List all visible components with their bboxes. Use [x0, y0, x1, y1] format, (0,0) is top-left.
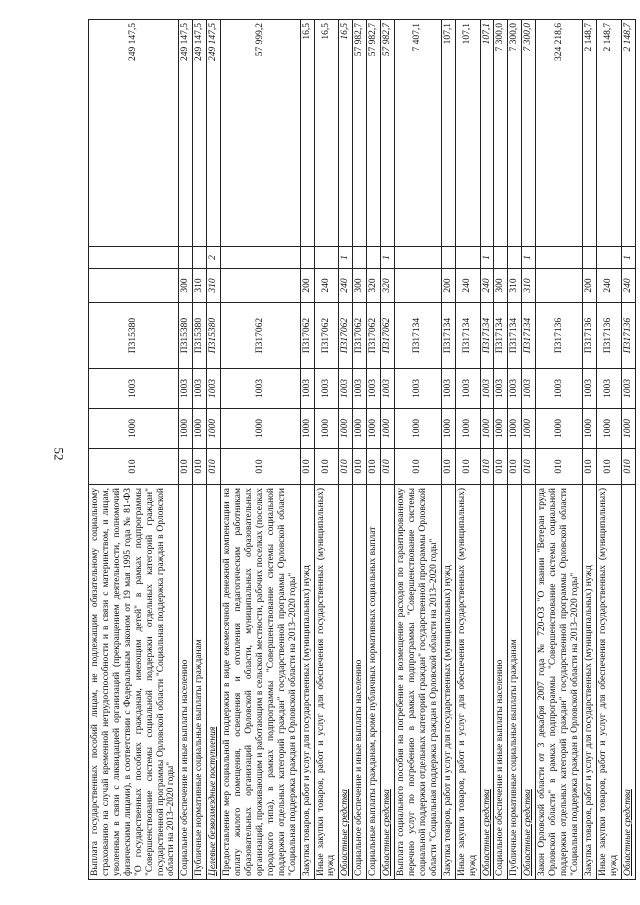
row-target-article: П317136: [621, 303, 635, 369]
row-expense-type: 200: [441, 269, 455, 303]
table-row: [314, 20, 339, 880]
row-target-article: П317136: [582, 303, 596, 369]
row-fund-source: [300, 247, 314, 269]
row-section: 1000: [395, 409, 442, 449]
row-code: 010: [339, 449, 353, 485]
row-expense-type: [89, 269, 179, 303]
row-code: 010: [522, 449, 536, 485]
row-expense-type: 240: [339, 269, 353, 303]
row-name: Социальное обеспечение и иные выплаты населению: [353, 485, 367, 880]
row-code: 010: [193, 449, 207, 485]
row-code: 010: [621, 449, 635, 485]
row-target-article: П315380: [179, 303, 193, 369]
table-row: [300, 20, 314, 880]
row-target-article: П317062: [221, 303, 300, 369]
row-amount: 16,5: [314, 20, 339, 247]
row-subsection: 1003: [621, 369, 635, 409]
row-expense-type: 200: [582, 269, 596, 303]
row-name: Публичные нормативные социальные выплаты гражданам: [193, 485, 207, 880]
row-subsection: 1003: [455, 369, 480, 409]
row-subsection: 1003: [494, 369, 508, 409]
row-target-article: П317134: [441, 303, 455, 369]
table-row: [89, 20, 179, 880]
table-body: [89, 20, 636, 880]
table-row: [367, 20, 381, 880]
row-section: 1000: [89, 409, 179, 449]
row-expense-type: 200: [300, 269, 314, 303]
row-code: 010: [480, 449, 494, 485]
row-amount: 57 982,7: [381, 20, 395, 247]
row-expense-type: 240: [455, 269, 480, 303]
row-amount: 16,5: [300, 20, 314, 247]
row-target-article: П317134: [494, 303, 508, 369]
row-expense-type: 240: [596, 269, 621, 303]
row-amount: 107,1: [441, 20, 455, 247]
row-code: 010: [441, 449, 455, 485]
table-row: [480, 20, 494, 880]
row-name: Областные средства: [381, 485, 395, 880]
table-row: [221, 20, 300, 880]
row-name: Областные средства: [339, 485, 353, 880]
row-fund-source: 1: [339, 247, 353, 269]
row-code: 010: [179, 449, 193, 485]
row-expense-type: 310: [207, 269, 221, 303]
row-amount: 324 218,6: [536, 20, 583, 247]
row-name: Социальное обеспечение и иные выплаты населению: [179, 485, 193, 880]
row-subsection: 1003: [221, 369, 300, 409]
row-section: 1000: [353, 409, 367, 449]
row-section: 1000: [339, 409, 353, 449]
row-section: 1000: [522, 409, 536, 449]
row-code: 010: [367, 449, 381, 485]
row-amount: 249 147,5: [207, 20, 221, 247]
row-target-article: П317062: [339, 303, 353, 369]
row-subsection: 1003: [596, 369, 621, 409]
row-fund-source: [179, 247, 193, 269]
row-subsection: 1003: [480, 369, 494, 409]
row-subsection: 1003: [395, 369, 442, 409]
row-code: 010: [381, 449, 395, 485]
row-target-article: П317134: [395, 303, 442, 369]
row-fund-source: [221, 247, 300, 269]
row-section: 1000: [508, 409, 522, 449]
row-expense-type: [221, 269, 300, 303]
row-code: 010: [455, 449, 480, 485]
row-section: 1000: [367, 409, 381, 449]
row-section: 1000: [381, 409, 395, 449]
row-target-article: П315380: [207, 303, 221, 369]
row-fund-source: [508, 247, 522, 269]
row-amount: 107,1: [455, 20, 480, 247]
row-expense-type: 310: [193, 269, 207, 303]
row-section: 1000: [596, 409, 621, 449]
row-fund-source: [536, 247, 583, 269]
row-subsection: 1003: [381, 369, 395, 409]
row-section: 1000: [621, 409, 635, 449]
row-amount: 7 300,0: [494, 20, 508, 247]
row-code: 010: [536, 449, 583, 485]
row-subsection: 1003: [536, 369, 583, 409]
row-section: 1000: [221, 409, 300, 449]
table-row: [339, 20, 353, 880]
row-fund-source: [596, 247, 621, 269]
row-target-article: П315380: [193, 303, 207, 369]
budget-table: [88, 19, 636, 880]
page-number: 52: [51, 447, 67, 461]
row-name: Областные средства: [480, 485, 494, 880]
row-name: Социальное обеспечение и иные выплаты населению: [494, 485, 508, 880]
row-subsection: 1003: [582, 369, 596, 409]
row-amount: 249 147,5: [179, 20, 193, 247]
row-fund-source: [582, 247, 596, 269]
row-amount: 57 982,7: [353, 20, 367, 247]
row-target-article: П317062: [353, 303, 367, 369]
row-expense-type: [536, 269, 583, 303]
table-row: [582, 20, 596, 880]
row-name: Закупка товаров, работ и услуг для государственных (муниципальных) нужд: [300, 485, 314, 880]
row-fund-source: [395, 247, 442, 269]
row-fund-source: [314, 247, 339, 269]
row-expense-type: 320: [367, 269, 381, 303]
row-amount: 7 300,0: [522, 20, 536, 247]
row-amount: 2 148,7: [582, 20, 596, 247]
row-name: Областные средства: [522, 485, 536, 880]
row-code: 010: [207, 449, 221, 485]
row-target-article: П317062: [314, 303, 339, 369]
row-fund-source: [494, 247, 508, 269]
row-name: Предоставление мер социальной поддержки в виде ежемесячной денежной компенсации на оплату жилого помещения, освещения и отопления педагогическим работникам образовательных организаций Орловской области, муниципальных образовательных организаций, проживающим и работающим в сельской местности, рабочих поселках (поселках городского типа), в рамках подпрограммы "Совершенствование системы социальной поддержки отдельных категорий граждан" государственной программы Орловской области "Социальная поддержка граждан в Орловской области на 2013–2020 годы": [221, 485, 300, 880]
row-amount: 2 148,7: [596, 20, 621, 247]
row-code: 010: [596, 449, 621, 485]
row-amount: 107,1: [480, 20, 494, 247]
row-code: 010: [89, 449, 179, 485]
row-section: 1000: [494, 409, 508, 449]
row-name: Выплата государственных пособий лицам, не подлежащим обязательному социальному страхованию на случай временной нетрудоспособности и в связи с материнством, и лицам, уволенным в связи с ликвидацией организаций (прекращением деятельности, полномочий физическими лицами), в соответствии с Федеральным законом от 19 мая 1995 года № 81-ФЗ "О государственных пособиях гражданам, имеющим детей" в рамках подпрограммы "Совершенствование системы социальной поддержки отдельных категорий граждан" государственной программы Орловской области "Социальная поддержка граждан в Орловской области на 2013–2020 годы": [89, 485, 179, 880]
row-amount: 7 300,0: [508, 20, 522, 247]
row-section: 1000: [193, 409, 207, 449]
row-fund-source: [441, 247, 455, 269]
row-subsection: 1003: [367, 369, 381, 409]
row-code: 010: [395, 449, 442, 485]
row-name: Иные закупки товаров, работ и услуг для обеспечения государственных (муниципальных) нужд: [596, 485, 621, 880]
row-fund-source: 1: [381, 247, 395, 269]
row-expense-type: 300: [179, 269, 193, 303]
row-code: 010: [508, 449, 522, 485]
row-section: 1000: [480, 409, 494, 449]
row-subsection: 1003: [179, 369, 193, 409]
row-code: 010: [300, 449, 314, 485]
row-code: 010: [221, 449, 300, 485]
row-name: Выплата социального пособия на погребение и возмещение расходов по гарантированному перечню услуг по погребению в рамках подпрограммы "Совершенствование системы социальной поддержки отдельных категорий граждан" государственной программы Орловской области "Социальная поддержка граждан в Орловской области на 2013–2020 годы": [395, 485, 442, 880]
row-amount: 249 147,5: [89, 20, 179, 247]
row-expense-type: 320: [381, 269, 395, 303]
row-fund-source: [353, 247, 367, 269]
row-name: Социальные выплаты гражданам, кроме публичных нормативных социальных выплат: [367, 485, 381, 880]
row-amount: 249 147,5: [193, 20, 207, 247]
row-expense-type: 240: [621, 269, 635, 303]
row-name: Целевые безвозмездные поступления: [207, 485, 221, 880]
row-subsection: 1003: [522, 369, 536, 409]
row-section: 1000: [455, 409, 480, 449]
row-target-article: П315380: [89, 303, 179, 369]
row-subsection: 1003: [89, 369, 179, 409]
row-expense-type: 310: [508, 269, 522, 303]
row-expense-type: 310: [522, 269, 536, 303]
row-target-article: П317062: [300, 303, 314, 369]
row-fund-source: [455, 247, 480, 269]
row-section: 1000: [582, 409, 596, 449]
row-fund-source: 1: [480, 247, 494, 269]
row-subsection: 1003: [300, 369, 314, 409]
table-row: [494, 20, 508, 880]
row-amount: 16,5: [339, 20, 353, 247]
row-amount: 7 407,1: [395, 20, 442, 247]
row-expense-type: 240: [480, 269, 494, 303]
row-name: Публичные нормативные социальные выплаты гражданам: [508, 485, 522, 880]
row-target-article: П317136: [596, 303, 621, 369]
row-subsection: 1003: [508, 369, 522, 409]
rotated-page: [88, 20, 633, 880]
row-name: Закупка товаров, работ и услуг для государственных (муниципальных) нужд: [582, 485, 596, 880]
row-section: 1000: [314, 409, 339, 449]
row-amount: 57 999,2: [221, 20, 300, 247]
row-subsection: 1003: [339, 369, 353, 409]
row-target-article: П317134: [455, 303, 480, 369]
row-section: 1000: [300, 409, 314, 449]
table-row: [193, 20, 207, 880]
row-target-article: П317134: [522, 303, 536, 369]
row-target-article: П317134: [480, 303, 494, 369]
row-section: 1000: [536, 409, 583, 449]
table-row: [441, 20, 455, 880]
table-row: [381, 20, 395, 880]
row-code: 010: [353, 449, 367, 485]
row-subsection: 1003: [353, 369, 367, 409]
table-row: [179, 20, 193, 880]
row-code: 010: [582, 449, 596, 485]
row-name: Закупка товаров, работ и услуг для государственных (муниципальных) нужд: [441, 485, 455, 880]
row-fund-source: 1: [522, 247, 536, 269]
row-target-article: П317062: [367, 303, 381, 369]
row-fund-source: 2: [207, 247, 221, 269]
row-expense-type: 300: [353, 269, 367, 303]
table-row: [596, 20, 621, 880]
row-subsection: 1003: [441, 369, 455, 409]
table-row: [353, 20, 367, 880]
row-expense-type: 300: [494, 269, 508, 303]
row-subsection: 1003: [314, 369, 339, 409]
row-fund-source: [193, 247, 207, 269]
row-section: 1000: [207, 409, 221, 449]
row-amount: 2 148,7: [621, 20, 635, 247]
row-amount: 57 982,7: [367, 20, 381, 247]
table-row: [207, 20, 221, 880]
table-row: [395, 20, 442, 880]
row-subsection: 1003: [193, 369, 207, 409]
table-row: [455, 20, 480, 880]
row-code: 010: [494, 449, 508, 485]
table-row: [621, 20, 635, 880]
row-name: Иные закупки товаров, работ и услуг для обеспечения государственных (муниципальных) нужд: [314, 485, 339, 880]
row-expense-type: [395, 269, 442, 303]
row-fund-source: 1: [621, 247, 635, 269]
row-target-article: П317136: [536, 303, 583, 369]
table-row: [508, 20, 522, 880]
row-fund-source: [367, 247, 381, 269]
row-fund-source: [89, 247, 179, 269]
table-row: [522, 20, 536, 880]
row-expense-type: 240: [314, 269, 339, 303]
row-subsection: 1003: [207, 369, 221, 409]
row-section: 1000: [179, 409, 193, 449]
row-section: 1000: [441, 409, 455, 449]
row-name: Иные закупки товаров, работ и услуг для обеспечения государственных (муниципальных) нужд: [455, 485, 480, 880]
row-name: Областные средства: [621, 485, 635, 880]
table-row: [536, 20, 583, 880]
row-name: Закон Орловской области от 3 декабря 2007 года № 720-ОЗ "О звании "Ветеран труда Орловской области" в рамках подпрограммы "Совершенствование системы социальной поддержки отдельных категорий граждан" государственной программы Орловской области "Социальная поддержка граждан в Орловской области на 2013–2020 годы": [536, 485, 583, 880]
row-target-article: П317134: [508, 303, 522, 369]
row-code: 010: [314, 449, 339, 485]
row-target-article: П317062: [381, 303, 395, 369]
